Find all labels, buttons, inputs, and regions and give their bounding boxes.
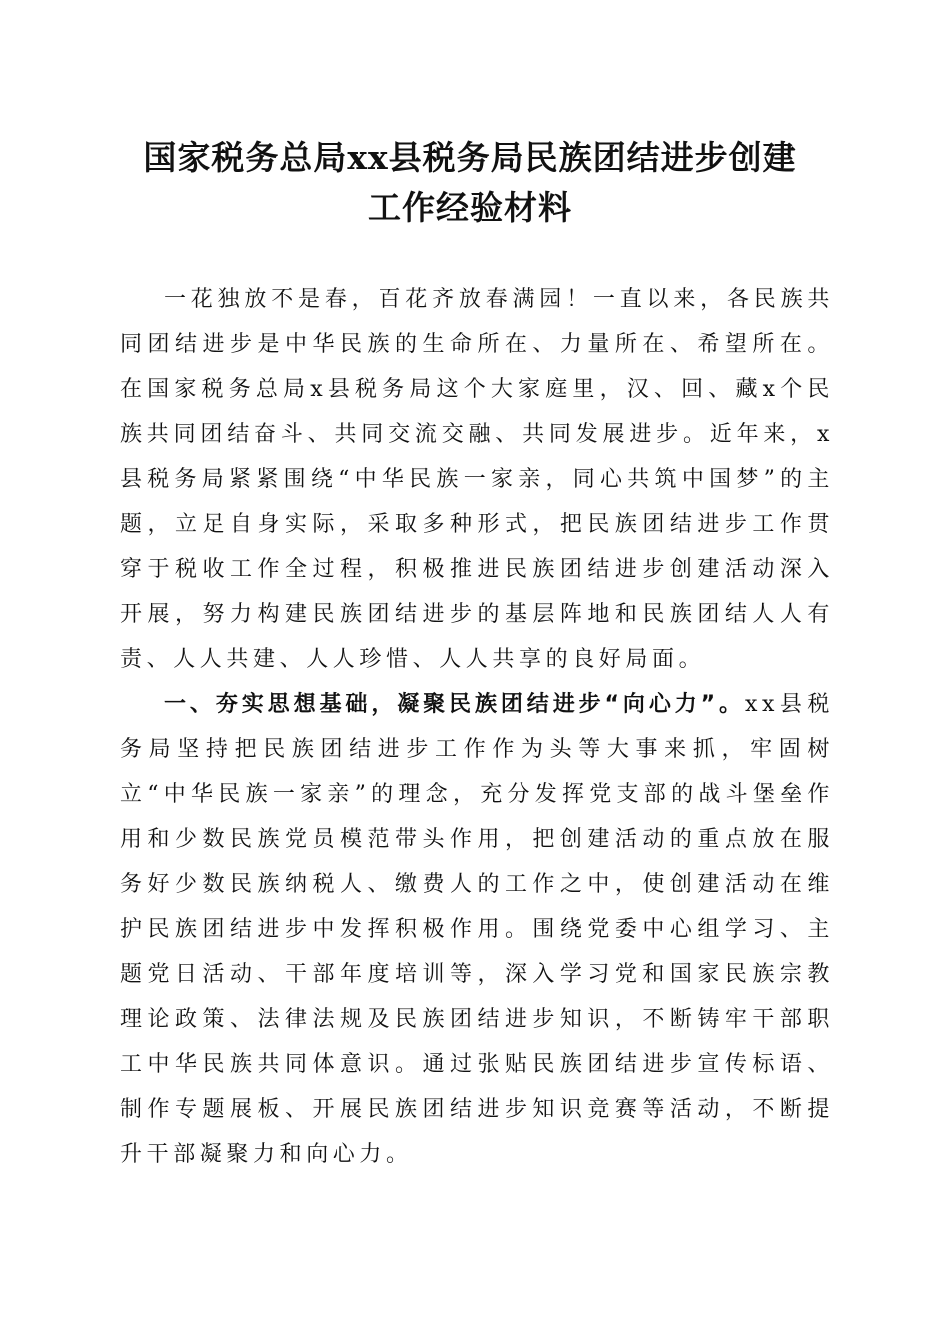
intro-paragraph: 一花独放不是春，百花齐放春满园！一直以来，各民族共同团结进步是中华民族的生命所在、力量所在、希望所在。在国家税务总局x县税务局这个大家庭里，汉、回、藏x个民族共同团结奋斗、共同交流交融、共同发展进步。近年来，x县税务局紧紧围绕“中华民族一家亲，同心共筑中国梦”的主题，立足自身实际，采取多种形式，把民族团结进步工作贯穿于税收工作全过程，积极推进民族团结进步创建活动深入开展，努力构建民族团结进步的基层阵地和民族团结人人有责、人人共建、人人珍惜、人人共享的良好局面。 bbox=[120, 287, 834, 672]
section-1-body: xx县税务局坚持把民族团结进步工作作为头等大事来抓，牢固树立“中华民族一家亲”的理念，充分发挥党支部的战斗堡垒作用和少数民族党员模范带头作用，把创建活动的重点放在服务好少数民族纳税人、缴费人的工作之中，使创建活动在维护民族团结进步中发挥积极作用。围绕党委中心组学习、主题党日活动、干部年度培训等，深入学习党和国家民族宗教理论政策、法律法规及民族团结进步知识，不断铸牢干部职工中华民族共同体意识。通过张贴民族团结进步宣传标语、制作专题展板、开展民族团结进步知识竞赛等活动，不断提升干部凝聚力和向心力。 bbox=[120, 692, 834, 1167]
document-title bbox=[100, 133, 840, 233]
title-line-1: 国家税务总局xx县税务局民族团结进步创建 bbox=[143, 138, 797, 177]
title-line-2: 工作经验材料 bbox=[368, 188, 572, 227]
section-1-paragraph bbox=[120, 682, 834, 1177]
document-body bbox=[120, 277, 834, 1177]
section-1-heading: 一、夯实思想基础，凝聚民族团结进步“向心力”。 bbox=[164, 692, 745, 717]
